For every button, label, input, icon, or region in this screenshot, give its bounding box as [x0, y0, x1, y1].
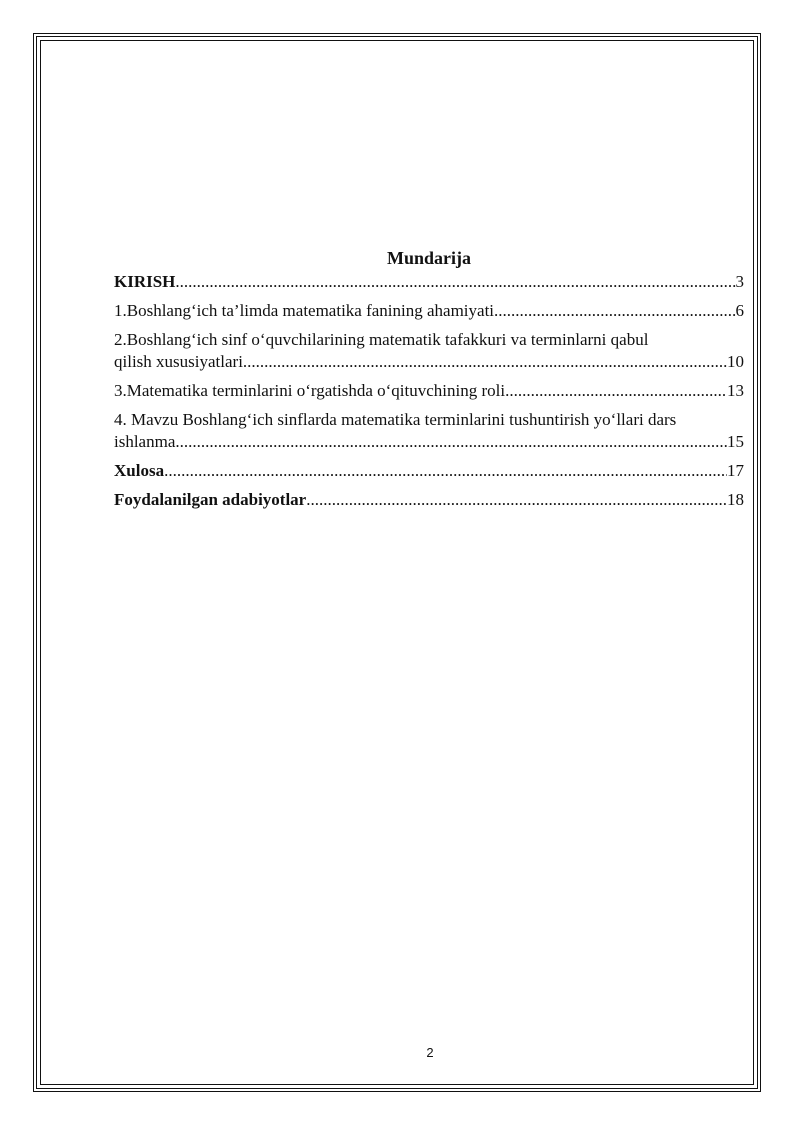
toc-entry-page: 13	[727, 381, 744, 400]
toc-entry-text: Foydalanilgan adabiyotlar	[114, 490, 307, 509]
toc-entry-text: 3.Matematika terminlarini o‘rgatishda o‘qituvchining roli	[114, 381, 506, 400]
dot-leader	[175, 271, 735, 293]
toc-entry-page: 6	[735, 301, 744, 320]
toc-title: Mundarija	[386, 248, 471, 268]
toc-entry-text: Xulosa	[114, 461, 165, 480]
page-border	[33, 33, 761, 1092]
toc-entry-text: 1.Boshlang‘ich ta’limda matematika fanining ahamiyati	[114, 301, 495, 320]
toc-entry-adabiyotlar[interactable]	[114, 489, 744, 511]
dot-leader	[175, 431, 727, 453]
toc-entry-first-line: 2.Boshlang‘ich sinf o‘quvchilarining matematik tafakkuri va terminlarni qabul	[114, 330, 649, 349]
toc-entry-text: KIRISH	[114, 272, 176, 291]
table-of-contents	[114, 247, 744, 518]
toc-entry-page: 3	[735, 272, 744, 291]
dot-leader	[306, 489, 727, 511]
toc-entry-text: ishlanma	[114, 432, 176, 451]
page-number: 2	[426, 1045, 434, 1060]
toc-entry-2[interactable]	[114, 329, 744, 373]
toc-entry-text: qilish xususiyatlari	[114, 352, 243, 371]
toc-entry-kirish[interactable]	[114, 271, 744, 293]
dot-leader	[494, 300, 735, 322]
toc-entry-first-line: 4. Mavzu Boshlang‘ich sinflarda matematika terminlarini tushuntirish yo‘llari dars	[114, 410, 677, 429]
dot-leader	[164, 460, 727, 482]
toc-entry-page: 15	[727, 432, 744, 451]
toc-entry-page: 10	[727, 352, 744, 371]
toc-entry-1[interactable]	[114, 300, 744, 322]
toc-entry-page: 18	[727, 490, 744, 509]
dot-leader	[243, 351, 727, 373]
dot-leader	[505, 380, 727, 402]
toc-entry-3[interactable]	[114, 380, 744, 402]
toc-entry-page: 17	[727, 461, 744, 480]
toc-entry-4[interactable]	[114, 409, 744, 453]
toc-entry-xulosa[interactable]	[114, 460, 744, 482]
